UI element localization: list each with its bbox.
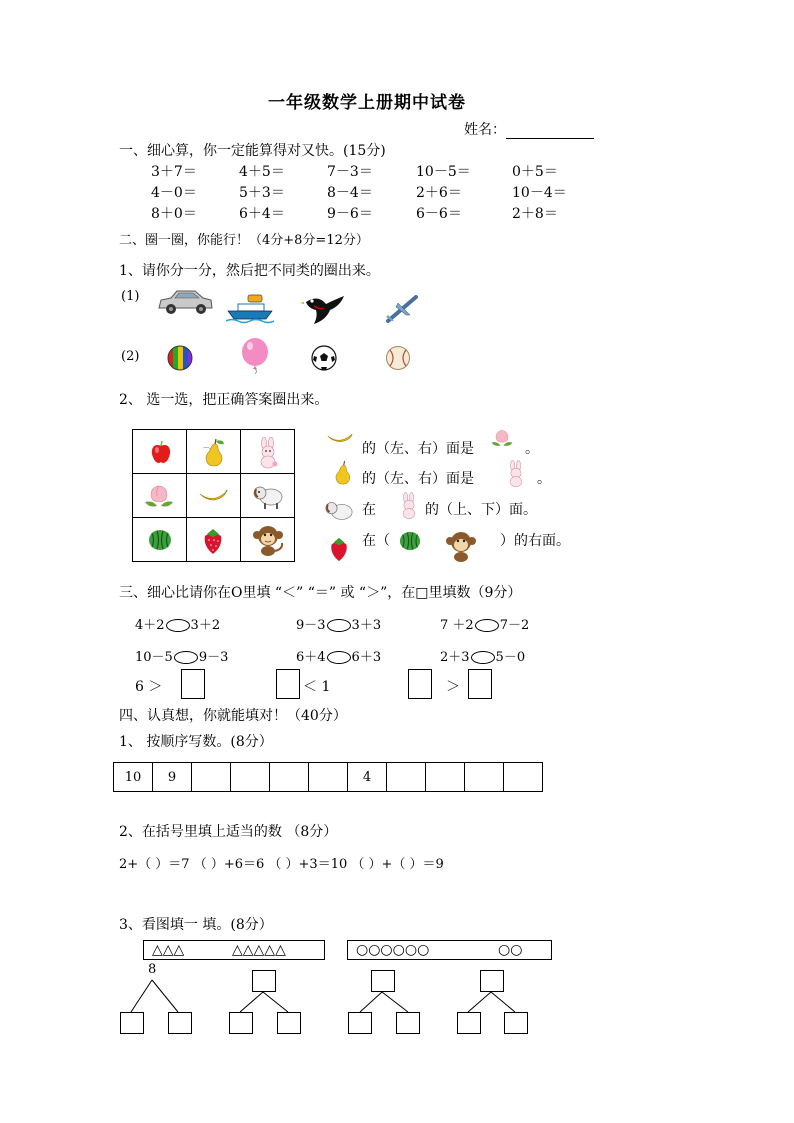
ship-icon[interactable] — [226, 292, 274, 324]
bond-box[interactable] — [480, 970, 504, 992]
bond-box[interactable] — [252, 970, 276, 992]
bond-box[interactable] — [348, 1012, 372, 1034]
section-2-heading: 二、圈一圈，你能行！（4分+8分=12分） — [119, 233, 369, 248]
calc-item: 7－3＝ — [327, 164, 373, 180]
grid-cell[interactable] — [133, 518, 187, 562]
tree-1-top-number: 8 — [148, 962, 157, 977]
calc-item: 4－0＝ — [151, 185, 197, 201]
compare-oval[interactable] — [166, 619, 190, 632]
fill-box[interactable] — [181, 669, 205, 699]
question-line-1-end: 。 — [525, 441, 539, 457]
name-field[interactable] — [464, 119, 594, 139]
fill-box[interactable] — [276, 669, 300, 699]
grid-cell[interactable] — [187, 430, 241, 474]
strawberry-icon — [326, 534, 352, 564]
compare-item: 2＋3 5－0 — [440, 650, 526, 665]
grid-cell[interactable] — [187, 474, 241, 518]
section-1-heading: 一、细心算，你一定能算得对又快。(15分) — [119, 143, 386, 159]
sequence-cell[interactable] — [309, 763, 348, 792]
watermelon-icon — [398, 530, 422, 552]
strawberry-icon — [199, 526, 227, 556]
fill-item-2-text: ＜ 1 — [303, 679, 331, 695]
sequence-cell[interactable]: 10 — [114, 763, 153, 792]
grid-cell[interactable] — [241, 518, 295, 562]
monkey-icon — [249, 523, 287, 557]
question-line-4-a: 在（ — [362, 533, 390, 549]
sheep-icon — [324, 496, 354, 526]
position-grid — [132, 429, 295, 562]
apple-icon — [149, 439, 173, 465]
calc-item: 9－6＝ — [327, 206, 373, 222]
bond-box[interactable] — [120, 1012, 144, 1034]
peach-icon — [143, 480, 175, 512]
compare-item: 7 ＋2 7－2 — [440, 618, 530, 633]
compare-item: 9－3 3＋3 — [296, 618, 382, 633]
row-2-label: (2) — [121, 349, 140, 364]
compare-item: 10－5 9－3 — [135, 650, 229, 665]
sequence-cell[interactable] — [231, 763, 270, 792]
compare-oval[interactable] — [174, 651, 198, 664]
section-4-heading: 四、认真想，你就能填对！（40分） — [119, 708, 347, 724]
sequence-cell[interactable]: 9 — [153, 763, 192, 792]
bond-box[interactable] — [277, 1012, 301, 1034]
name-label: 姓名： — [464, 122, 506, 138]
calc-item: 3＋7＝ — [151, 164, 197, 180]
sequence-cell[interactable] — [504, 763, 543, 792]
question-line-4-b: ）的右面。 — [500, 533, 570, 549]
sequence-cell[interactable] — [426, 763, 465, 792]
pear-icon — [199, 438, 227, 468]
row-1-label: (1) — [121, 289, 140, 304]
fill-box[interactable] — [408, 669, 432, 699]
calc-item: 6＋4＝ — [239, 206, 285, 222]
grid-cell[interactable] — [133, 474, 187, 518]
calc-item: 2＋8＝ — [512, 206, 558, 222]
name-blank[interactable] — [506, 124, 594, 139]
grid-cell[interactable] — [241, 430, 295, 474]
calc-item: 8＋0＝ — [151, 206, 197, 222]
triangles-group-a: △△△ — [152, 942, 185, 958]
sequence-cell[interactable] — [192, 763, 231, 792]
calc-item: 10－4＝ — [512, 185, 567, 201]
bird-icon[interactable] — [300, 292, 346, 326]
bond-box[interactable] — [371, 970, 395, 992]
banana-icon — [326, 430, 354, 446]
calc-item: 10－5＝ — [416, 164, 471, 180]
monkey-icon — [442, 529, 480, 563]
question-line-2: 的（左、右）面是 — [362, 471, 474, 487]
rabbit-icon — [255, 437, 281, 469]
fill-item-3-text: ＞ — [446, 679, 460, 695]
sequence-row — [113, 762, 543, 792]
triangles-strip — [143, 940, 325, 960]
sequence-cell[interactable]: 4 — [348, 763, 387, 792]
peach-icon — [489, 426, 515, 450]
balloon-icon[interactable] — [239, 337, 271, 375]
question-line-3-a: 在 — [362, 502, 376, 518]
calc-item: 6－6＝ — [416, 206, 462, 222]
grid-cell[interactable] — [187, 518, 241, 562]
striped-ball-icon[interactable] — [167, 345, 193, 371]
compare-item: 4＋2 3＋2 — [135, 618, 221, 633]
banana-icon — [198, 488, 228, 504]
calc-item: 2＋6＝ — [416, 185, 462, 201]
rabbit-icon — [398, 492, 420, 520]
circles-group-b: ○○ — [498, 942, 523, 958]
fill-item-1-text: 6 ＞ — [135, 679, 163, 695]
circles-group-a: ○○○○○○ — [356, 942, 430, 958]
section-4-q2: 2、在括号里填上适当的数 （8分） — [119, 824, 338, 840]
sequence-cell[interactable] — [270, 763, 309, 792]
bond-box[interactable] — [168, 1012, 192, 1034]
compare-oval[interactable] — [327, 619, 351, 632]
baseball-icon[interactable] — [385, 345, 411, 371]
page-title: 一年级数学上册期中试卷 — [268, 93, 466, 113]
rabbit-icon — [505, 460, 527, 488]
bond-box[interactable] — [396, 1012, 420, 1034]
sheep-icon — [252, 481, 284, 511]
grid-cell[interactable] — [133, 430, 187, 474]
compare-item: 6＋4 6＋3 — [296, 650, 382, 665]
section-4-q3: 3、看图填一 填。(8分） — [119, 917, 273, 933]
triangles-group-b: △△△△△ — [232, 942, 286, 958]
bond-box[interactable] — [229, 1012, 253, 1034]
fill-brackets-line: 2+（ ）＝7 （ ）+6＝6 （ ）+3＝10 （ ）+（ ）＝9 — [119, 857, 444, 872]
sequence-cell[interactable] — [465, 763, 504, 792]
watermelon-icon — [147, 528, 173, 552]
bond-box[interactable] — [504, 1012, 528, 1034]
question-line-1: 的（左、右）面是 — [362, 441, 474, 457]
bond-box[interactable] — [457, 1012, 481, 1034]
compare-oval[interactable] — [475, 619, 499, 632]
airplane-icon[interactable] — [384, 293, 420, 325]
section-2-q2: 2、 选一选，把正确答案圈出来。 — [119, 392, 329, 408]
section-4-q1: 1、 按顺序写数。(8分） — [119, 734, 273, 750]
soccer-ball-icon[interactable] — [311, 345, 337, 371]
car-icon[interactable] — [155, 286, 215, 318]
calc-item: 0＋5＝ — [512, 164, 558, 180]
compare-oval[interactable] — [327, 651, 351, 664]
fill-box[interactable] — [468, 669, 492, 699]
calc-item: 8－4＝ — [327, 185, 373, 201]
grid-cell[interactable] — [241, 474, 295, 518]
circles-strip — [347, 940, 552, 960]
section-3-heading: 三、细心比请你在O里填 “＜” “＝” 或 “＞”，在□里填数（9分） — [119, 585, 522, 601]
question-line-3-b: 的（上、下）面。 — [425, 502, 537, 518]
pear-icon — [330, 459, 354, 487]
calc-item: 5＋3＝ — [239, 185, 285, 201]
question-line-2-end: 。 — [537, 471, 551, 487]
compare-oval[interactable] — [471, 651, 495, 664]
sequence-cell[interactable] — [387, 763, 426, 792]
section-2-q1: 1、请你分一分，然后把不同类的圈出来。 — [119, 263, 380, 279]
calc-item: 4＋5＝ — [239, 164, 285, 180]
